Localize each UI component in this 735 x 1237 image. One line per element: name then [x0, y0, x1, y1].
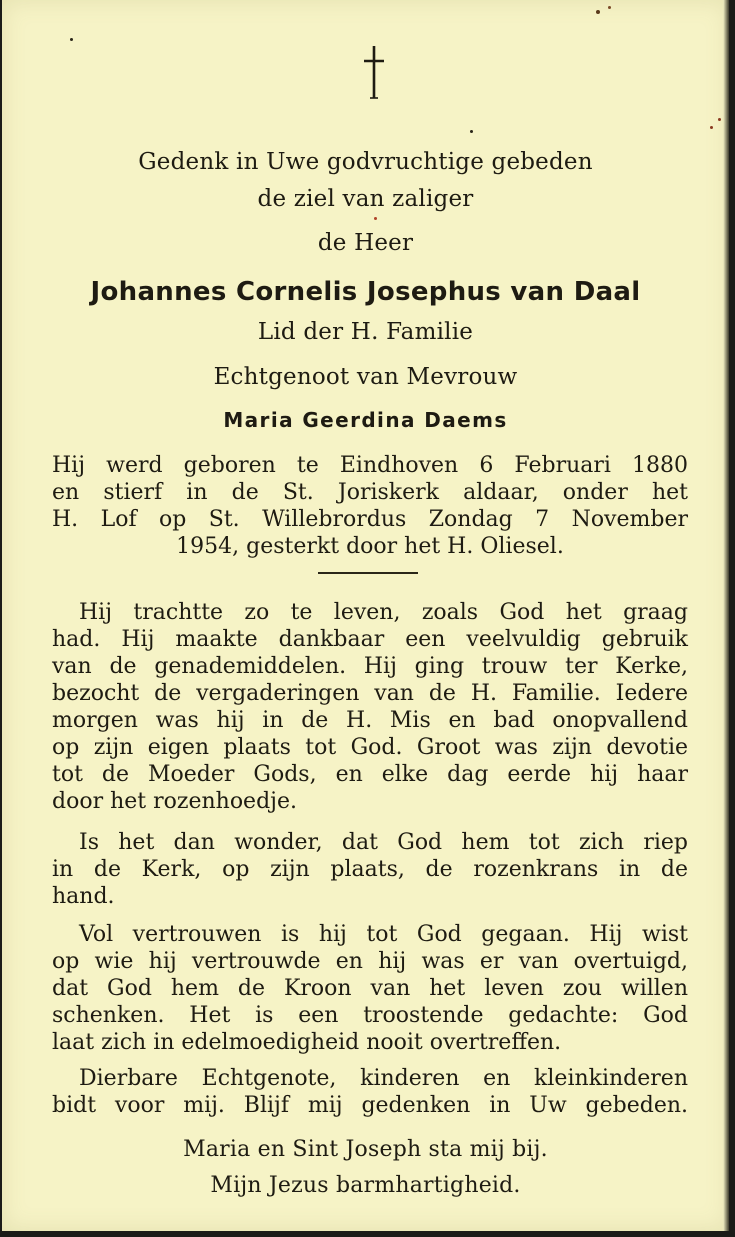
paragraph-line: Is het dan wonder, dat God hem tot zich riep — [79, 830, 688, 855]
stain-speck — [374, 217, 377, 220]
closing-line-2: Mijn Jezus barmhartigheid. — [210, 1173, 521, 1198]
paragraph-line: bidt voor mij. Blijf mij gedenken in Uw gebeden. — [52, 1093, 688, 1118]
bio-line: 1954, gesterkt door het H. Oliesel. — [176, 534, 564, 559]
intro-line-3: de Heer — [317, 230, 414, 256]
closing-line-1: Maria en Sint Joseph sta mij bij. — [183, 1137, 548, 1162]
paragraph-line: hand. — [52, 884, 115, 909]
paragraph-line: door het rozenhoedje. — [52, 789, 297, 814]
divider — [318, 572, 418, 574]
paragraph-line: morgen was hij in de H. Mis en bad onopvallend — [52, 708, 688, 733]
paragraph-line: in de Kerk, op zijn plaats, de rozenkrans in de — [52, 857, 688, 882]
paragraph-line: op zijn eigen plaats tot God. Groot was zijn devotie — [52, 735, 688, 760]
membership-line: Lid der H. Familie — [257, 319, 474, 345]
paragraph-line: laat zich in edelmoedigheid nooit overtreffen. — [52, 1030, 562, 1055]
memorial-card — [2, 0, 729, 1231]
bio-line: Hij werd geboren te Eindhoven 6 Februari 1880 — [52, 453, 688, 478]
bio-line: en stierf in de St. Joriskerk aldaar, onder het — [52, 480, 688, 505]
paragraph-line: dat God hem de Kroon van het leven zou willen — [52, 976, 688, 1001]
paragraph-line: op wie hij vertrouwde en hij was er van overtuigd, — [52, 949, 688, 974]
stain-speck — [608, 6, 611, 9]
stain-speck — [710, 126, 713, 129]
stain-speck — [718, 118, 721, 121]
paragraph-line: Hij trachtte zo te leven, zoals God het graag — [79, 600, 688, 625]
intro-line-2: de ziel van zaliger — [257, 186, 474, 212]
paragraph-line: Vol vertrouwen is hij tot God gegaan. Hij wist — [79, 922, 688, 947]
paragraph-line: bezocht de vergaderingen van de H. Familie. Iedere — [52, 681, 688, 706]
paragraph-line: schenken. Het is een troostende gedachte: God — [52, 1003, 688, 1028]
stain-speck — [470, 130, 473, 133]
card-edge-shadow — [723, 0, 729, 1231]
spouse-name: Maria Geerdina Daems — [223, 408, 508, 432]
paragraph-line: had. Hij maakte dankbaar een veelvuldig gebruik — [52, 627, 688, 652]
bio-line: H. Lof op St. Willebrordus Zondag 7 November — [52, 507, 688, 532]
stain-speck — [70, 38, 73, 41]
spouse-intro: Echtgenoot van Mevrouw — [213, 364, 518, 390]
paragraph-line: tot de Moeder Gods, en elke dag eerde hij haar — [52, 762, 688, 787]
deceased-name: Johannes Cornelis Josephus van Daal — [90, 277, 641, 307]
cross-icon — [362, 44, 386, 100]
intro-line-1: Gedenk in Uwe godvruchtige gebeden — [138, 149, 593, 175]
paragraph-line: Dierbare Echtgenote, kinderen en kleinkinderen — [79, 1066, 688, 1091]
paragraph-line: van de genademiddelen. Hij ging trouw ter Kerke, — [52, 654, 688, 679]
stain-speck — [596, 10, 600, 14]
